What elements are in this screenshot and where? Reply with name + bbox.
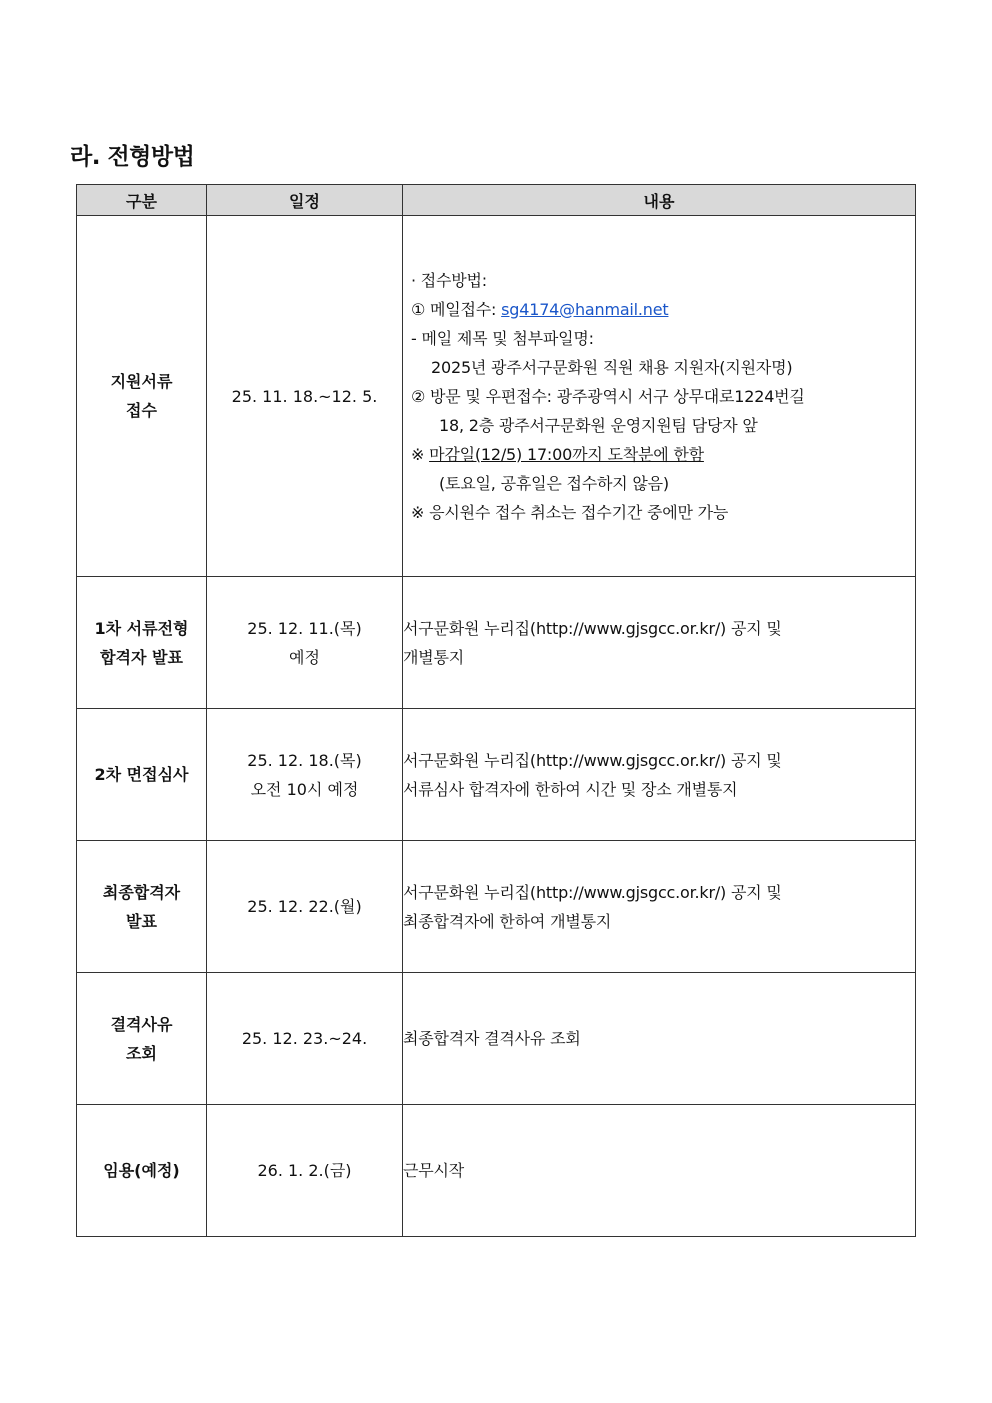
content-line: 최종합격자 결격사유 조회 <box>403 1029 581 1048</box>
schedule-line: 25. 12. 22.(월) <box>247 897 362 916</box>
row-stage <box>77 577 207 709</box>
row-schedule <box>207 841 403 973</box>
row-content <box>403 973 916 1105</box>
table-row <box>77 973 916 1105</box>
content-line: 2025년 광주서구문화원 직원 채용 지원자(지원자명) <box>431 357 793 377</box>
content-line: 서구문화원 누리집(http://www.gjsgcc.or.kr/) 공지 및 <box>403 882 782 902</box>
table-row <box>77 577 916 709</box>
table-header-row <box>77 185 916 216</box>
table-row <box>77 841 916 973</box>
content-line: (토요일, 공휴일은 접수하지 않음) <box>439 473 669 493</box>
header-category: 구분 <box>77 185 207 216</box>
header-schedule: 일정 <box>207 185 403 216</box>
row-stage <box>77 973 207 1105</box>
row-stage <box>77 216 207 577</box>
stage-line: 결격사유 <box>110 1014 173 1034</box>
deadline-note: 마감일(12/5) 17:00까지 도착분에 한함 <box>429 444 704 464</box>
note-mark: ※ <box>411 444 430 464</box>
table-row <box>77 709 916 841</box>
schedule-line: 25. 12. 18.(목) <box>247 750 362 770</box>
row-content <box>403 1105 916 1237</box>
content-line <box>411 440 915 469</box>
schedule-line: 예정 <box>289 647 320 667</box>
schedule-line: 오전 10시 예정 <box>250 779 359 799</box>
stage-line: 1차 서류전형 <box>94 618 189 638</box>
row-schedule <box>207 709 403 841</box>
schedule-line: 25. 12. 23.~24. <box>241 1029 368 1048</box>
content-line: 개별통지 <box>403 647 465 667</box>
content-line: 서구문화원 누리집(http://www.gjsgcc.or.kr/) 공지 및 <box>403 618 782 638</box>
table-row <box>77 216 916 577</box>
schedule-line: 26. 1. 2.(금) <box>257 1161 352 1180</box>
content-line: 근무시작 <box>403 1161 465 1180</box>
stage-line: 접수 <box>126 401 157 420</box>
row-stage <box>77 709 207 841</box>
row-content <box>403 216 916 577</box>
stage-line: 합격자 발표 <box>100 647 183 667</box>
row-content <box>403 841 916 973</box>
content-line: 최종합격자에 한하여 개별통지 <box>403 911 612 931</box>
row-schedule <box>207 1105 403 1237</box>
row-content <box>403 577 916 709</box>
content-line: 서구문화원 누리집(http://www.gjsgcc.or.kr/) 공지 및 <box>403 750 782 770</box>
stage-line: 조회 <box>126 1043 157 1063</box>
stage-line: 발표 <box>126 911 157 931</box>
content-line <box>411 295 915 324</box>
row-stage <box>77 841 207 973</box>
row-content <box>403 709 916 841</box>
table-row <box>77 1105 916 1237</box>
content-line: ② 방문 및 우편접수: 광주광역시 서구 상무대로1224번길 <box>411 386 805 406</box>
stage-line: 지원서류 <box>110 372 173 391</box>
stage-line: 최종합격자 <box>102 882 181 902</box>
row-schedule <box>207 973 403 1105</box>
header-content: 내용 <box>403 185 916 216</box>
content-line: 18, 2층 광주서구문화원 운영지원팀 담당자 앞 <box>439 415 758 435</box>
content-line: 서류심사 합격자에 한하여 시간 및 장소 개별통지 <box>403 779 738 799</box>
content-line: ※ 응시원수 접수 취소는 접수기간 중에만 가능 <box>411 502 729 522</box>
row-stage <box>77 1105 207 1237</box>
schedule-line: 25. 12. 11.(목) <box>247 618 362 638</box>
stage-line: 임용(예정) <box>103 1161 180 1180</box>
schedule-line: 25. 11. 18.~12. 5. <box>231 386 378 406</box>
email-label: ① 메일접수: <box>411 299 502 319</box>
selection-process-table <box>76 184 916 1237</box>
row-schedule <box>207 577 403 709</box>
row-schedule <box>207 216 403 577</box>
email-link[interactable]: sg4174@hanmail.net <box>501 299 669 319</box>
content-line: - 메일 제목 및 첨부파일명: <box>411 328 594 348</box>
section-title: 라. 전형방법 <box>70 144 195 170</box>
stage-line: 2차 면접심사 <box>94 765 189 784</box>
content-line: · 접수방법: <box>411 270 487 290</box>
